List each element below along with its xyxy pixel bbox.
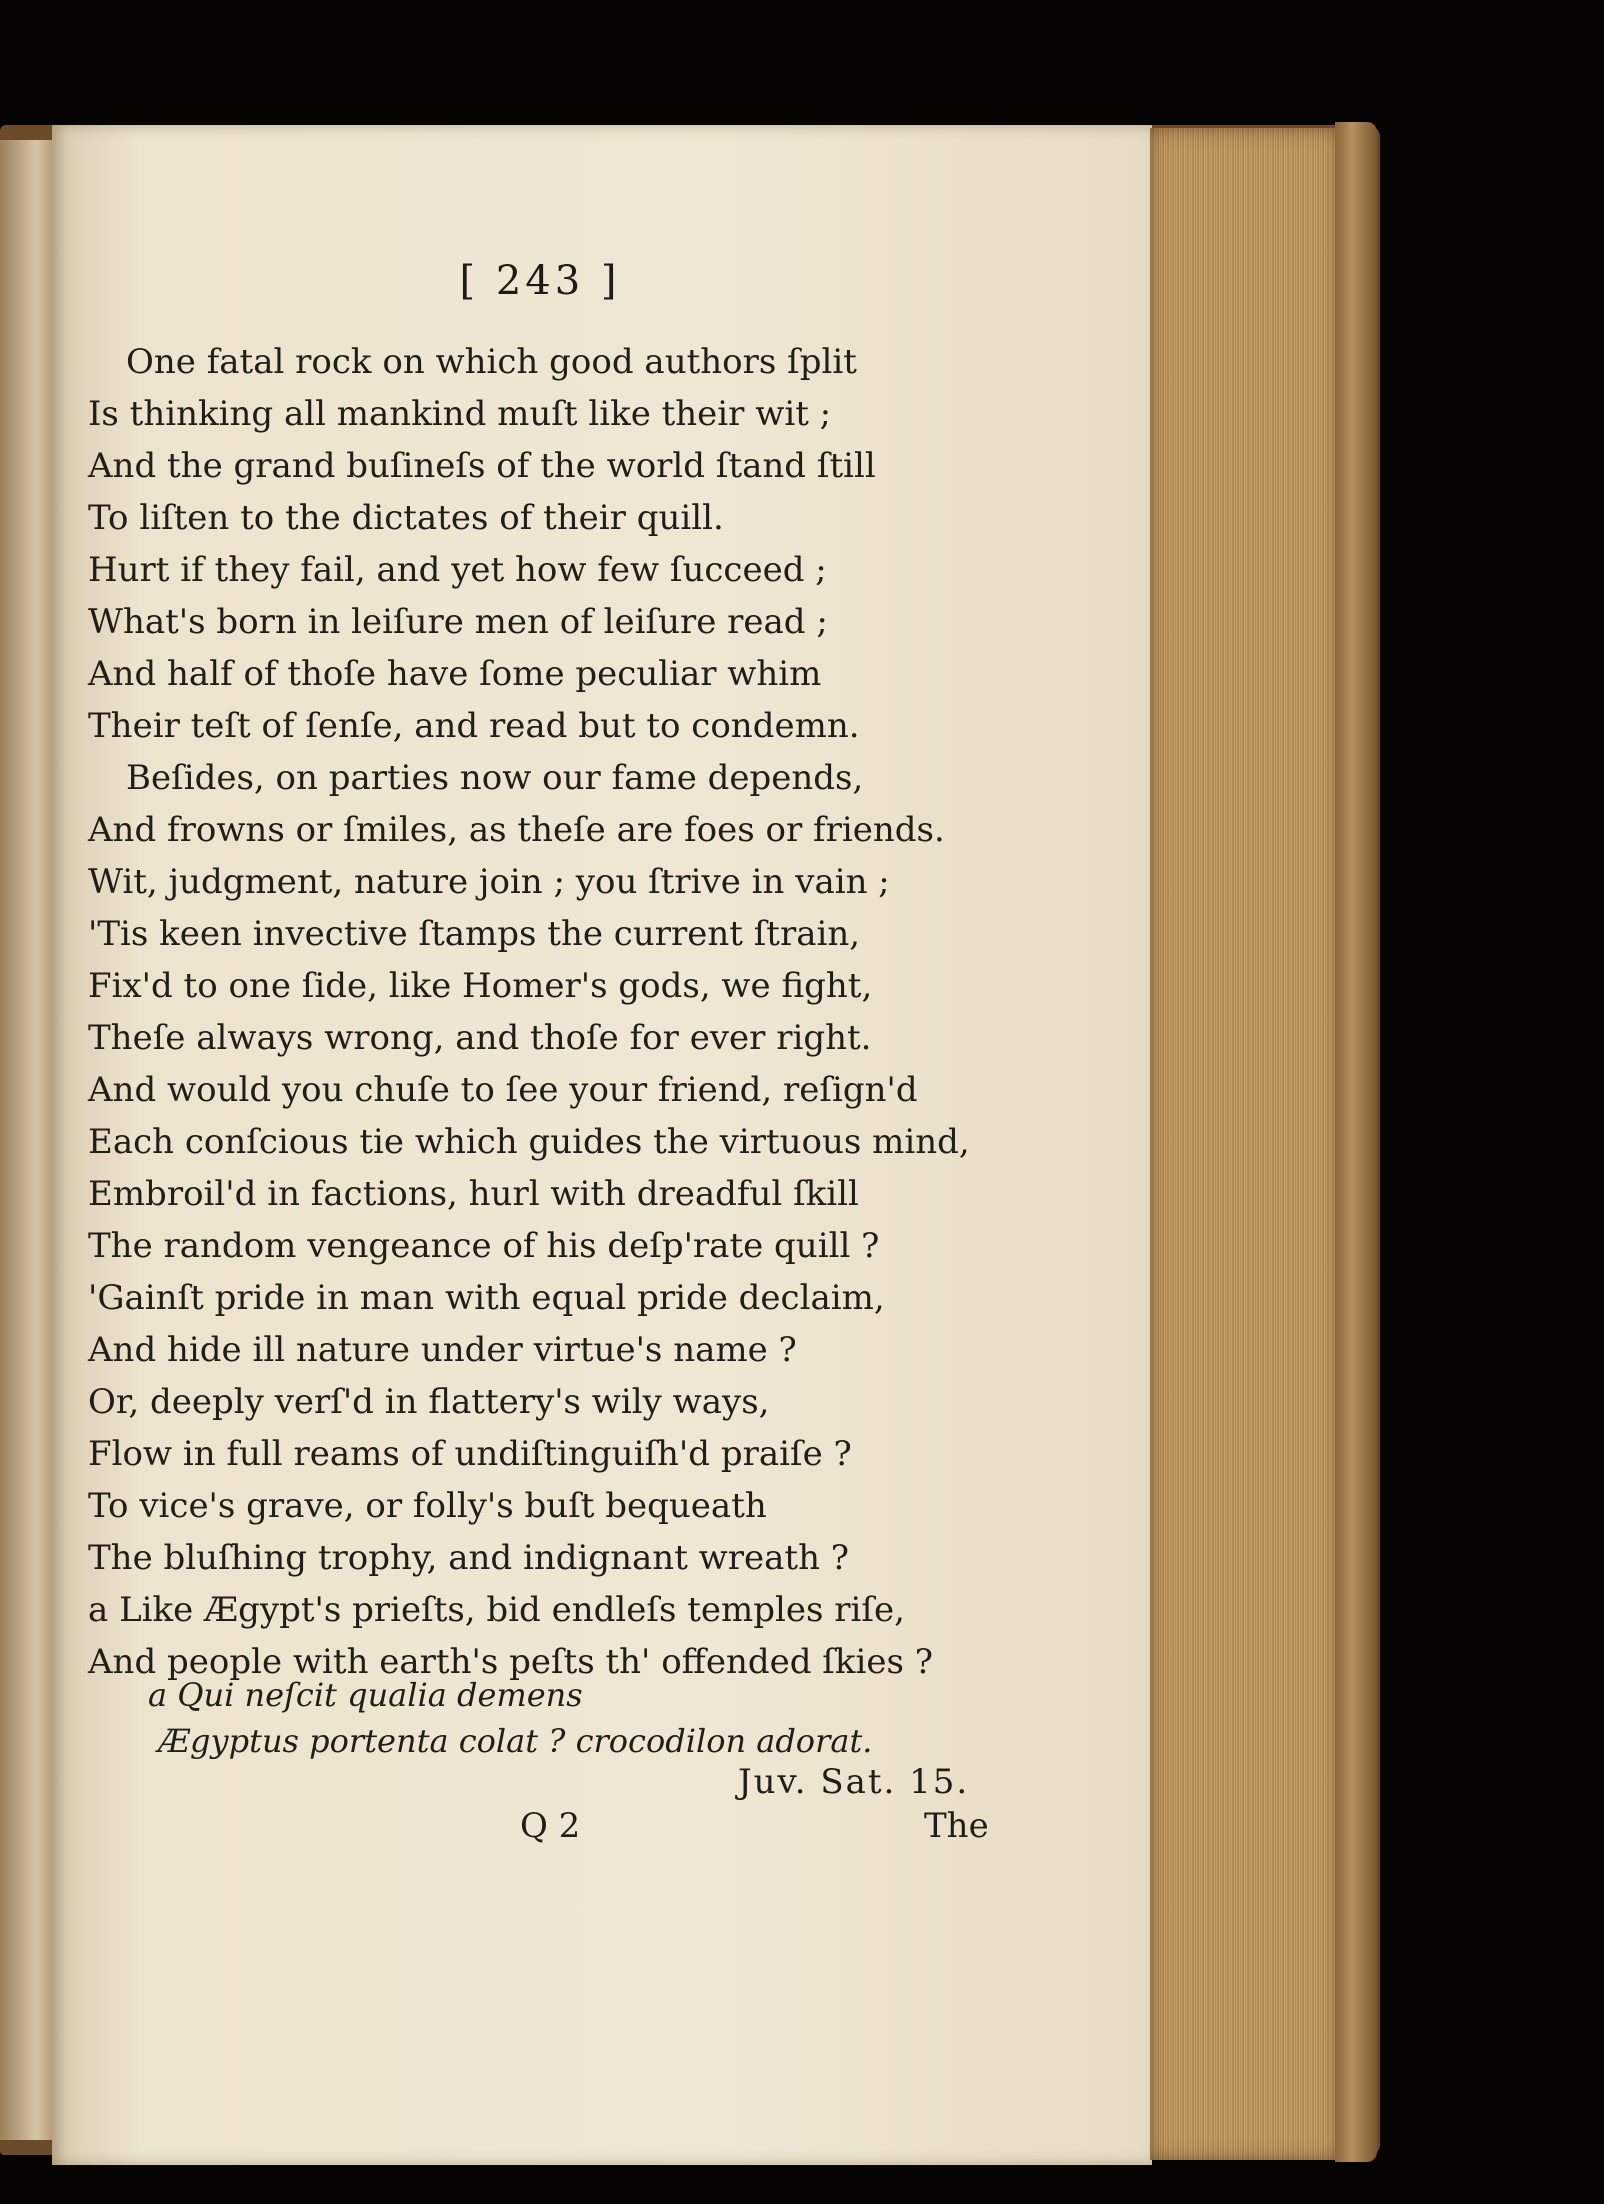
book-fore-edge-binding <box>1335 122 1377 2162</box>
signature-mark: Q 2 <box>520 1806 581 1846</box>
verse-line: To vice's grave, or folly's buſt bequeath <box>88 1486 767 1526</box>
verse-line: Flow in full reams of undiſtinguiſh'd praiſe ? <box>88 1434 852 1474</box>
verse-line: Theſe always wrong, and thoſe for ever right. <box>88 1018 872 1058</box>
verse-line: Their teſt of ſenſe, and read but to condemn. <box>88 706 860 746</box>
catchword: The <box>924 1806 989 1846</box>
verse-line: Or, deeply verſ'd in flattery's wily ways, <box>88 1382 770 1422</box>
verse-line: Fix'd to one ſide, like Homer's gods, we fight, <box>88 966 873 1006</box>
verse-line: And frowns or ſmiles, as theſe are foes or friends. <box>88 810 945 850</box>
footnote-line: Ægyptus portenta colat ? crocodilon adorat. <box>158 1722 873 1760</box>
verse-line: Is thinking all mankind muſt like their wit ; <box>88 394 832 434</box>
verse-line: What's born in leiſure men of leiſure read ; <box>88 602 828 642</box>
verse-line: 'Gainſt pride in man with equal pride declaim, <box>88 1278 885 1318</box>
verse-block <box>88 336 968 1688</box>
verse-line: And people with earth's peſts th' offended ſkies ? <box>88 1642 933 1682</box>
verse-line: And would you chuſe to ſee your friend, reſign'd <box>88 1070 918 1110</box>
verse-line: One fatal rock on which good authors ſplit <box>126 342 857 382</box>
verse-line: And half of thoſe have ſome peculiar whim <box>88 654 822 694</box>
verse-line: And the grand buſineſs of the world ſtand ſtill <box>88 446 876 486</box>
verse-line: 'Tis keen invective ſtamps the current ſtrain, <box>88 914 861 954</box>
verse-line: a Like Ægypt's prieſts, bid endleſs temples riſe, <box>88 1590 905 1630</box>
verse-line: The random vengeance of his deſp'rate quill ? <box>88 1226 880 1266</box>
verse-line: The bluſhing trophy, and indignant wreath ? <box>88 1538 850 1578</box>
verse-line: Hurt if they fail, and yet how few ſucceed ; <box>88 550 827 590</box>
verse-line: And hide ill nature under virtue's name ? <box>88 1330 797 1370</box>
footnote-line: a Qui neſcit qualia demens <box>148 1676 583 1714</box>
page-number-header: [ 243 ] <box>459 258 621 304</box>
verse-line: Wit, judgment, nature join ; you ſtrive in vain ; <box>88 862 890 902</box>
verse-line: Embroil'd in factions, hurl with dreadful ſkill <box>88 1174 859 1214</box>
facing-page-edge <box>0 140 52 2140</box>
footnote-citation: Juv. Sat. 15. <box>738 1762 970 1802</box>
verse-line: Beſides, on parties now our fame depends, <box>126 758 864 798</box>
page-edges <box>1150 128 1340 2160</box>
verse-line: Each conſcious tie which guides the virtuous mind, <box>88 1122 970 1162</box>
verse-line: To liſten to the dictates of their quill. <box>88 498 724 538</box>
